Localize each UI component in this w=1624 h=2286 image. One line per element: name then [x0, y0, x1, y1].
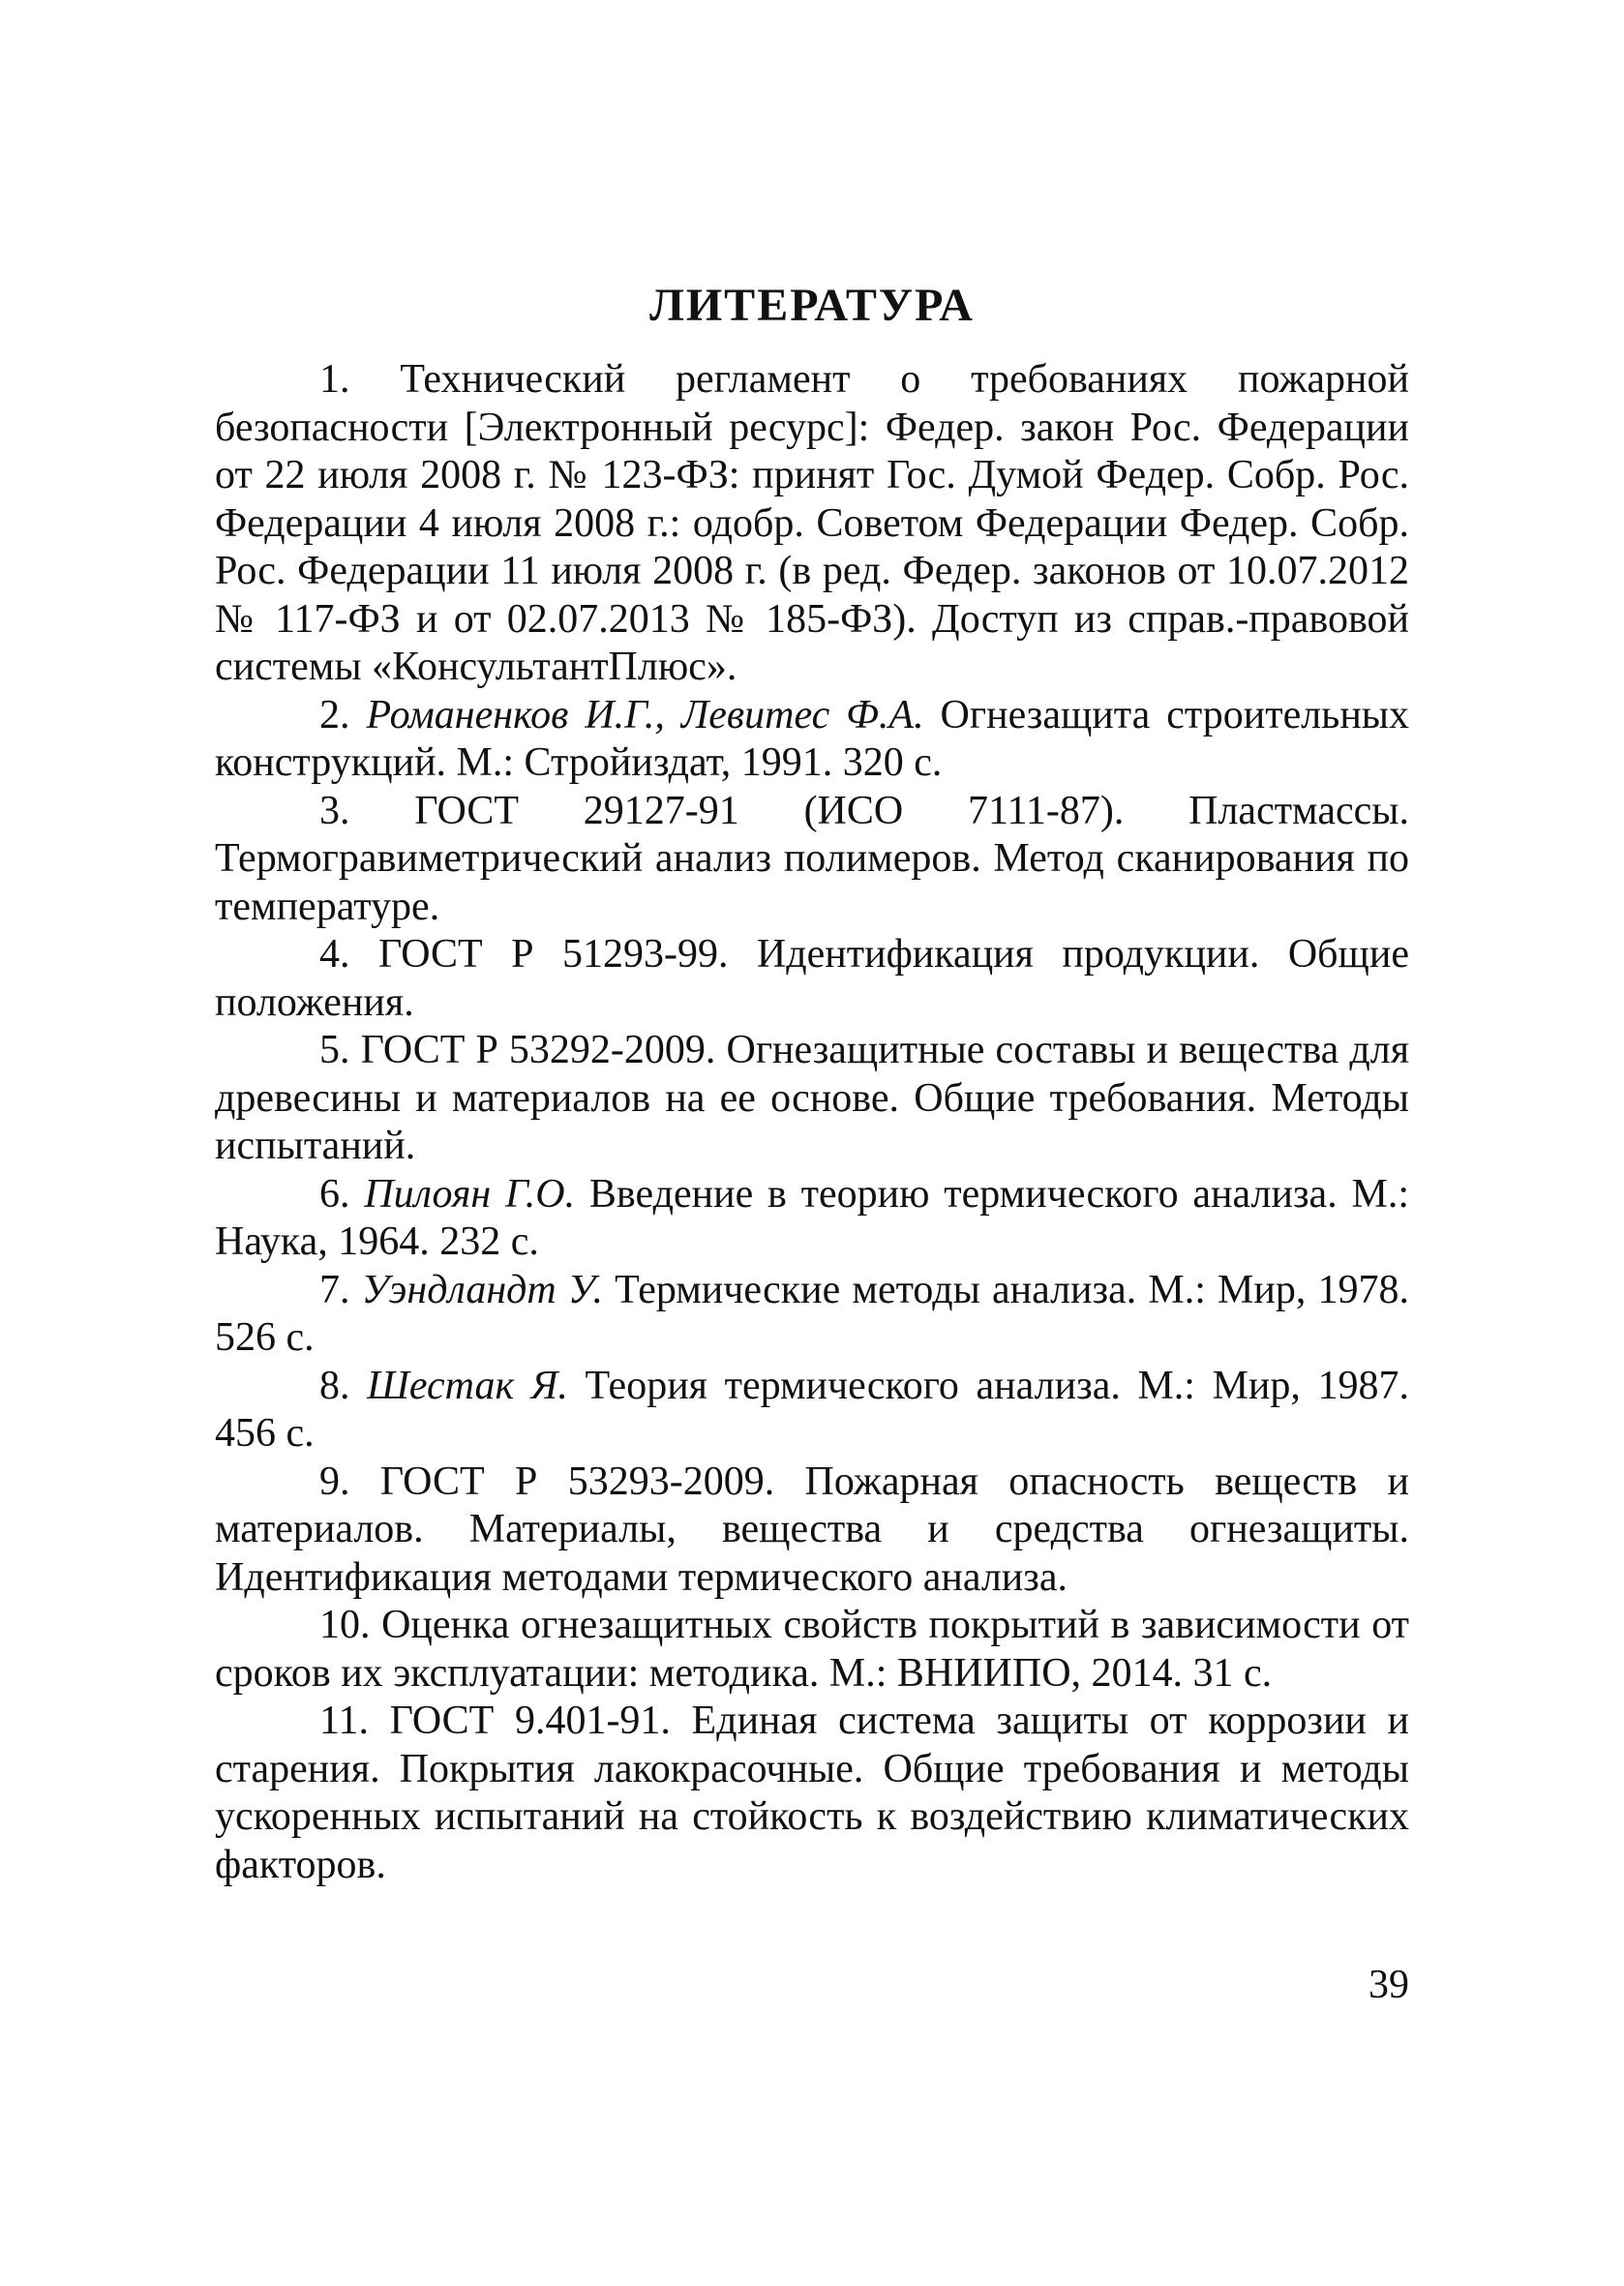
reference-text: Теория термического анализа. М.: Мир, 1987. 456 с. [215, 1363, 1410, 1456]
page-title: ЛИТЕРАТУРА [649, 280, 975, 331]
reference-number: 4. [319, 932, 350, 977]
reference-authors: Уэндландт У. [361, 1267, 604, 1312]
reference-authors: Шестак Я. [367, 1363, 568, 1408]
reference-text: ГОСТ 29127-91 (ИСО 7111-87). Пластмассы. Термогравиметрический анализ полимеров. Метод сканирования по температуре. [215, 788, 1409, 929]
reference-text: Термические методы анализа. М.: Мир, 1978. 526 с. [215, 1267, 1410, 1360]
reference-item [215, 1267, 1409, 1363]
reference-number: 8. [319, 1363, 350, 1408]
reference-item [215, 1363, 1409, 1459]
reference-item [215, 1171, 1409, 1267]
reference-number: 3. [319, 788, 350, 833]
reference-item [215, 1459, 1409, 1603]
reference-number: 6. [319, 1171, 350, 1217]
reference-text: ГОСТ Р 53293-2009. Пожарная опасность веществ и материалов. Материалы, вещества и средства огнезащиты. Идентификация методами термического анализа. [215, 1459, 1410, 1600]
reference-number: 5. [319, 1028, 350, 1072]
reference-item [215, 1602, 1409, 1698]
reference-text: Огнезащита строительных конструкций. М.: Стройиздат, 1991. 320 с. [215, 692, 1410, 785]
reference-item [215, 788, 1409, 932]
reference-item [215, 1027, 1409, 1171]
reference-number: 10. [319, 1603, 371, 1647]
page-number: 39 [1368, 1963, 1409, 2007]
reference-item [215, 931, 1409, 1027]
reference-item [215, 356, 1409, 692]
reference-item [215, 1698, 1409, 1889]
reference-authors: Романенков И.Г., Левитес Ф.А. [366, 692, 924, 737]
reference-number: 11. [319, 1699, 369, 1743]
reference-text: Оценка огнезащитных свойств покрытий в зависимости от сроков их эксплуатации: методика. М.: ВНИИПО, 2014. 31 с. [215, 1603, 1410, 1696]
reference-number: 9. [319, 1459, 350, 1504]
reference-list [215, 356, 1409, 1889]
reference-text: ГОСТ Р 51293-99. Идентификация продукции. Общие положения. [215, 932, 1410, 1025]
reference-text: Технический регламент о требованиях пожарной безопасности [Электронный ресурс]: Федер. закон Рос. Федерации от 22 июля 2008 г. № 123-ФЗ: принят Гос. Думой Федер. Собр. Рос. Федерации 4 июля 2008 г.: одобр. Советом Федерации Федер. Собр. Рос. Федерации 11 июля 2008 г. (в ред. Федер. законов от 10.07.2012 № 117-ФЗ и от 02.07.2013 № 185-ФЗ). Доступ из справ.-правовой системы «КонсультантПлюс». [215, 357, 1410, 689]
reference-number: 2. [319, 692, 350, 737]
reference-number: 7. [319, 1267, 350, 1312]
reference-authors: Пилоян Г.О. [364, 1171, 576, 1217]
reference-text: ГОСТ 9.401-91. Единая система защиты от коррозии и старения. Покрытия лакокрасочные. Общие требования и методы ускоренных испытаний на стойкость к воздействию климатических факторов. [215, 1699, 1410, 1887]
reference-item [215, 692, 1409, 788]
reference-number: 1. [319, 357, 350, 402]
reference-text: Введение в теорию термического анализа. М.: Наука, 1964. 232 с. [215, 1171, 1409, 1264]
reference-text: ГОСТ Р 53292-2009. Огнезащитные составы и вещества для древесины и материалов на ее основе. Общие требования. Методы испытаний. [215, 1028, 1410, 1168]
